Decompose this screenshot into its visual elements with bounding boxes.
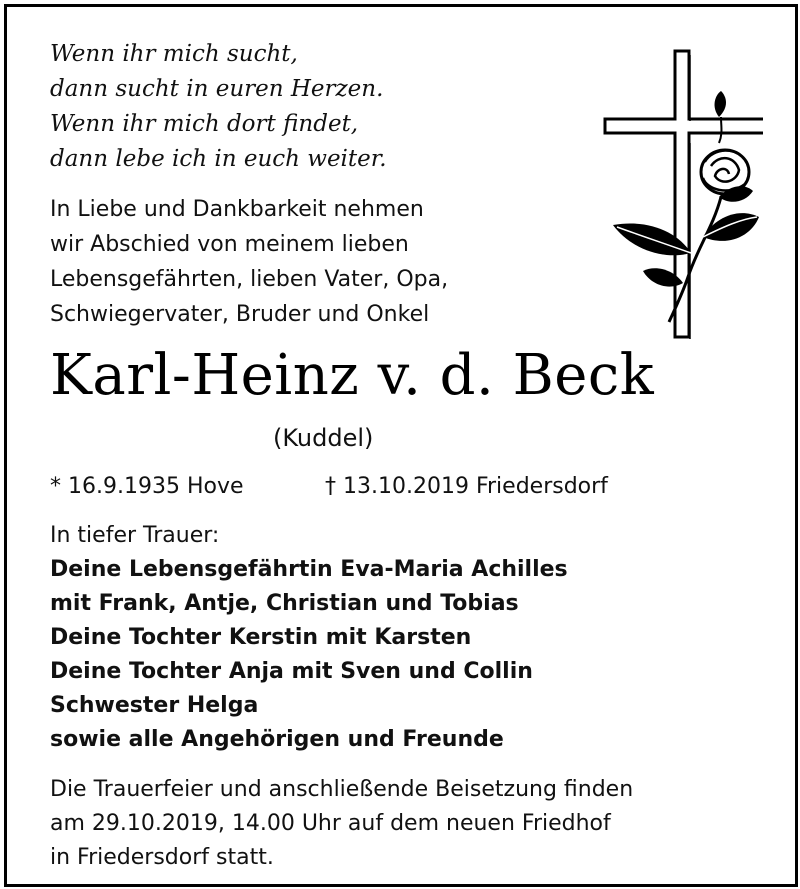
mourner-line: Schwester Helga bbox=[50, 693, 259, 718]
intro-line: wir Abschied von meinem lieben bbox=[50, 232, 409, 257]
poem-line: Wenn ihr mich dort findet, bbox=[50, 111, 359, 137]
poem-line: dann lebe ich in euch weiter. bbox=[50, 146, 387, 172]
poem-line: dann sucht in euren Herzen. bbox=[50, 76, 384, 102]
mourner-line: Deine Tochter Kerstin mit Karsten bbox=[50, 625, 472, 650]
funeral-notice bbox=[50, 773, 633, 875]
poem-line: Wenn ihr mich sucht, bbox=[50, 41, 298, 67]
intro-line: In Liebe und Dankbarkeit nehmen bbox=[50, 197, 424, 222]
mourners-list bbox=[50, 519, 568, 757]
mourner-line: mit Frank, Antje, Christian und Tobias bbox=[50, 591, 519, 616]
cross-with-rose-icon bbox=[603, 47, 763, 342]
intro-line: Lebensgefährten, lieben Vater, Opa, bbox=[50, 267, 449, 292]
deceased-nickname: (Kuddel) bbox=[273, 424, 374, 452]
obituary-frame bbox=[4, 4, 798, 887]
birth-date: * 16.9.1935 Hove bbox=[50, 474, 244, 499]
intro-line: Schwiegervater, Bruder und Onkel bbox=[50, 302, 430, 327]
mourner-line: sowie alle Angehörigen und Freunde bbox=[50, 727, 504, 752]
poem-verse bbox=[50, 37, 387, 177]
funeral-line: am 29.10.2019, 14.00 Uhr auf dem neuen Friedhof bbox=[50, 811, 611, 836]
deceased-name: Karl-Heinz v. d. Beck bbox=[50, 343, 655, 408]
death-date: † 13.10.2019 Friedersdorf bbox=[325, 474, 608, 499]
mourner-line: Deine Tochter Anja mit Sven und Collin bbox=[50, 659, 533, 684]
mourners-heading: In tiefer Trauer: bbox=[50, 523, 220, 548]
mourner-line: Deine Lebensgefährtin Eva-Maria Achilles bbox=[50, 557, 568, 582]
intro-text bbox=[50, 192, 448, 332]
funeral-line: Die Trauerfeier und anschließende Beisetzung finden bbox=[50, 777, 634, 802]
funeral-line: in Friedersdorf statt. bbox=[50, 845, 274, 870]
